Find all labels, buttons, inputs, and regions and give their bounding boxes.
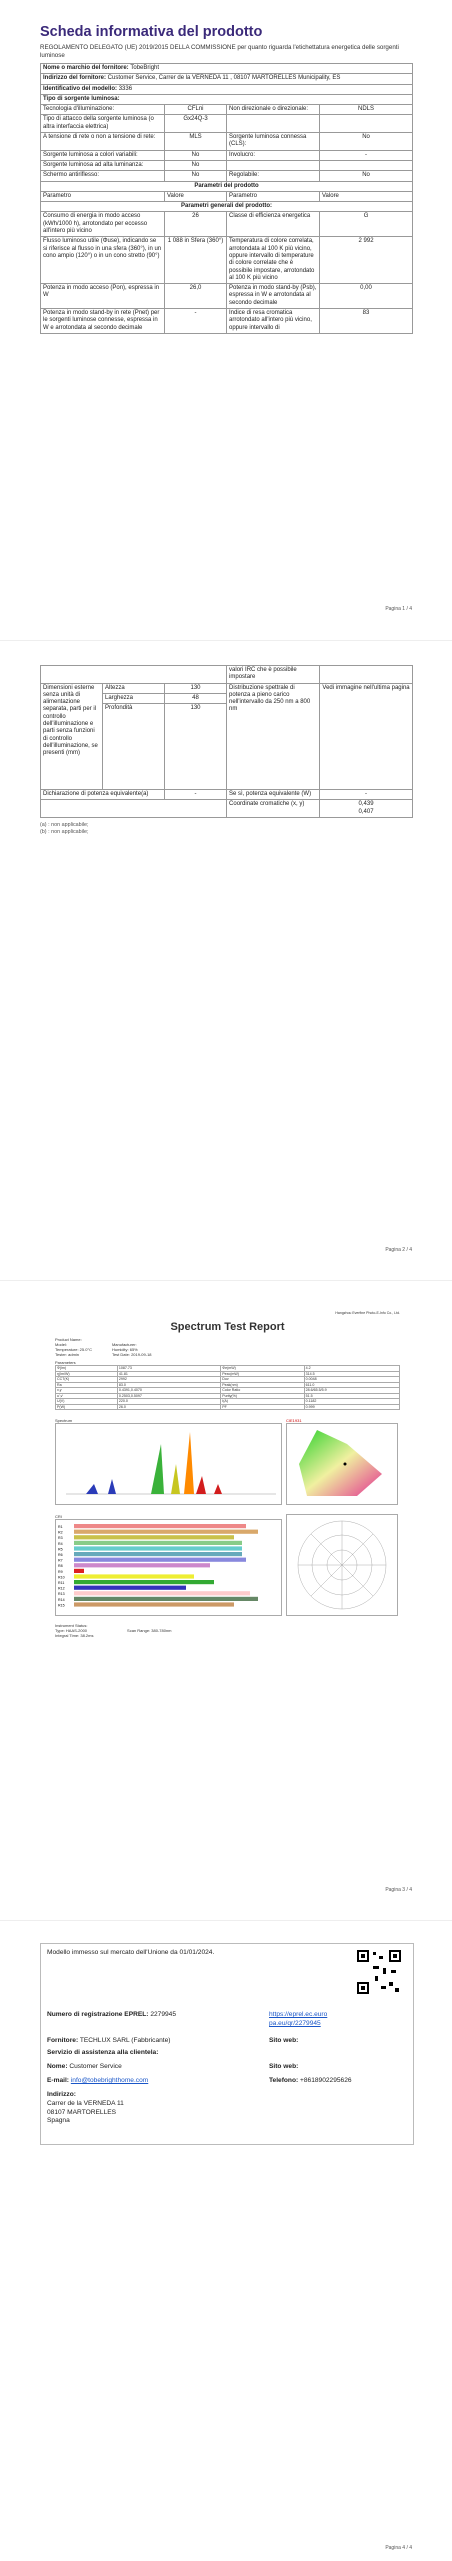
table-row: Schermo antiriflesso: No Regolabile: No [41, 171, 413, 181]
param-cell: 83.0 [117, 1382, 220, 1388]
cri-bar [74, 1552, 242, 1556]
phone-value: +8618902295626 [300, 2077, 352, 2084]
param-cell: 314.5 [304, 1371, 399, 1377]
param-cell: 2992 [117, 1377, 220, 1383]
cri-label: R10 [58, 1575, 65, 1580]
manufacturer-label: Manufacturer: [111, 1342, 137, 1347]
table-row: Consumo di energia in modo acceso (kWh/1000 h), arrotondato per eccesso all'intero più vicino 26 Classe di efficienza energetica G [41, 212, 413, 237]
param-cell: Color Ratio [221, 1388, 304, 1394]
param-cell: Peak(nm) [221, 1382, 304, 1388]
cri-label: R5 [58, 1547, 63, 1552]
table-row: Potenza in modo acceso (Pon), espressa in W 26,0 Potenza in modo stand-by (Psb), espressa in W e arrotondata al secondo decimale 0,00 [41, 284, 413, 309]
depth-label: Profondità [103, 704, 165, 790]
cri-label: R7 [58, 1558, 63, 1563]
market-date: Modello immesso sul mercato dell'Unione da 01/01/2024. [47, 1949, 215, 1956]
cri-bar [74, 1541, 242, 1545]
table-row: A tensione di rete o non a tensione di rete: MLS Sorgente luminosa connessa (CLS): No [41, 133, 413, 151]
param-cell: 26.0 [117, 1404, 220, 1410]
param-cell: 1087.73 [117, 1366, 220, 1372]
model-label: Identificativo del modello: [43, 85, 118, 92]
spectrum-report [55, 1311, 400, 1638]
depth-value: 130 [165, 704, 227, 790]
cri-title: CRI [55, 1514, 62, 1519]
cri-bar [74, 1524, 246, 1528]
cri-label: R12 [58, 1586, 65, 1591]
spectrum-yellow-peak [171, 1464, 180, 1494]
param-cell: Purity(%) [221, 1393, 304, 1399]
cri-bar [74, 1574, 194, 1578]
param-cell: 0.0048 [304, 1377, 399, 1383]
col-param-2: Parametro [227, 191, 320, 201]
dimensions-label: Dimensioni esterne senza unità di alimentazione separata, parti per il controllo dell'illuminazione e parti senza funzioni di controllo dell'illuminazione, se presenti (mm) [41, 683, 103, 790]
height-value: 130 [165, 683, 227, 693]
col-value-2: Valore [320, 191, 413, 201]
registration-box [40, 1943, 414, 2145]
equivalent-power-value: - [165, 790, 227, 800]
spectral-label: Distribuzione spettrale di potenza a pieno carico nell'intervallo da 250 nm a 800 nm [227, 683, 320, 790]
cri-label: R2 [58, 1530, 63, 1535]
cri-label: R9 [58, 1569, 63, 1574]
cri-label: R11 [58, 1581, 65, 1585]
table-row [41, 800, 413, 818]
cri-label: R1 [58, 1525, 63, 1529]
equivalent-w-label: Se sì, potenza equivalente (W) [227, 790, 320, 800]
param-cell: Duv [221, 1377, 304, 1383]
spectrum-title: Spectrum [55, 1418, 73, 1423]
cri-bar [74, 1558, 246, 1562]
general-header: Parametri generali del prodotto: [41, 202, 413, 212]
supplier-value: TobeBright [130, 65, 160, 71]
page-number: Pagina 1 / 4 [385, 606, 412, 612]
param-cell: CCT(K) [56, 1377, 118, 1383]
param-cell: Φe(mW) [221, 1366, 304, 1372]
name-value: Customer Service [69, 2063, 122, 2070]
phone-label: Telefono: [269, 2077, 299, 2084]
cie-diagram [286, 1423, 398, 1505]
eprel-link[interactable]: https://eprel.ec.europa.eu/qr/2279945 [269, 2011, 328, 2027]
width-label: Larghezza [103, 693, 165, 703]
width-value: 48 [165, 693, 227, 703]
param-row [56, 1404, 400, 1410]
cri-label: R4 [58, 1541, 63, 1546]
equivalent-power-label: Dichiarazione di potenza equivalente(a) [41, 790, 165, 800]
email-label: E-mail: [47, 2077, 69, 2084]
equivalent-w-value: - [320, 790, 413, 800]
spectral-value: Vedi immagine nell'ultima pagina [320, 683, 413, 790]
website-label-2: Sito web: [269, 2063, 299, 2070]
cri-bar [74, 1535, 234, 1539]
supplier-label: Nome o marchio del fornitore: [43, 65, 129, 71]
page-4 [0, 1920, 452, 2561]
company-name: Hangzhou Everfine Photo-E-Info Co., Ltd. [335, 1311, 400, 1315]
temperature: Temperature: 25.0°C [55, 1347, 92, 1352]
humidity: Humidity: 65% [111, 1347, 138, 1352]
qr-code-icon[interactable] [355, 1948, 403, 1996]
eprel-label: Numero di registrazione EPREL: [47, 2011, 149, 2018]
email-link[interactable]: info@tobebrighthome.com [70, 2077, 149, 2084]
table-row: Sorgente luminosa ad alta luminanza: No [41, 160, 413, 170]
cri-bar [74, 1563, 210, 1567]
address-line-3: Spagna [47, 2117, 70, 2124]
table-row: Tipo di attacco della sorgente luminosa (o altra interfaccia elettrica) Gx24Q-3 [41, 115, 413, 133]
cri-bar [74, 1530, 258, 1534]
param-cell: 51.5 [304, 1393, 399, 1399]
website-label: Sito web: [269, 2037, 299, 2044]
param-cell: Φ(lm) [56, 1366, 118, 1372]
product-params-continued-table [40, 665, 413, 818]
spectrum-chart [55, 1423, 282, 1505]
cri-bar [74, 1569, 84, 1573]
param-cell: 28.6/65.5/5.9 [304, 1388, 399, 1394]
height-label: Altezza [103, 683, 165, 693]
cri-chart [55, 1519, 282, 1616]
footnote-a: (a) : non applicabile; [40, 822, 89, 829]
param-cell: η(lm/W) [56, 1371, 118, 1377]
param-cell: 41.81 [117, 1371, 220, 1377]
address-line-1: Carrer de la VERNEDA 11 [47, 2100, 124, 2107]
param-cell: 611.0 [304, 1382, 399, 1388]
chroma-label: Coordinate cromatiche (x, y) [227, 800, 320, 818]
page-1 [0, 0, 452, 620]
cri-bar [74, 1586, 186, 1590]
table-row: Sorgente luminosa a colori variabili: No Involucro: - [41, 150, 413, 160]
page-number: Pagina 4 / 4 [385, 2545, 412, 2551]
cie-gamut [299, 1430, 382, 1496]
cri-bar [74, 1580, 214, 1584]
cri-label: R15 [58, 1603, 65, 1608]
service-label: Servizio di assistenza alla clientela: [47, 2049, 159, 2056]
product-info-table [40, 63, 413, 334]
table-row: Potenza in modo stand-by in rete (Pnet) per le sorgenti luminose connesse, espressa in W e arrotondata al secondo decimale - Indice di resa cromatica arrotondato all'intero più vicino, oppure intervallo di 83 [41, 309, 413, 334]
report-model-label: Model: [55, 1342, 68, 1347]
cri-bar [74, 1591, 250, 1595]
table-row: Flusso luminoso utile (Φuse), indicando se si riferisce al flusso in una sfera (360°), in un cono ampio (120°) o in un cono stretto (90°) 1 088 in Sfera (360°) Temperatura di colore correlata, arrotondata al 100 K più vicino, oppure intervallo di temperature di colore correlate che è possibile impostare, arrotondato al 100 K più vicino 2 992 [41, 237, 413, 284]
report-title: Spectrum Test Report [170, 1321, 285, 1333]
page-number: Pagina 2 / 4 [385, 1247, 412, 1253]
params-header: Parametri del prodotto [41, 181, 413, 191]
spectrum-red-peak [196, 1476, 222, 1494]
instrument-type: Type: HAAS-2000 [55, 1628, 88, 1633]
integral-time: Integral Time: 38.2ms [55, 1633, 94, 1638]
address-value: Customer Service, Carrer de la VERNEDA 11 , 08107 MARTORELLES Municipality, ES [107, 75, 341, 82]
eprel-value: 2279945 [150, 2011, 177, 2018]
param-cell: 220.0 [117, 1399, 220, 1405]
scan-range: Scan Range: 380-780nm [127, 1628, 172, 1633]
product-name-label: Product Name: [55, 1337, 82, 1342]
page-number: Pagina 3 / 4 [385, 1887, 412, 1893]
param-cell: PF [221, 1404, 304, 1410]
page-title: Scheda informativa del prodotto [40, 24, 263, 40]
address-label: Indirizzo del fornitore: [43, 75, 106, 82]
cri-label: R14 [58, 1597, 65, 1602]
param-cell: Pexc(mW) [221, 1371, 304, 1377]
table-row: Tecnologia d'illuminazione: CFLni Non direzionale o direzionale: NDLS [41, 105, 413, 115]
cri-label: R6 [58, 1553, 63, 1557]
model-value: 3336 [118, 85, 133, 92]
table-row [41, 683, 413, 693]
tester: Tester: admin [55, 1352, 80, 1357]
footnote-b: (b) : non applicabile; [40, 829, 89, 836]
page-2 [0, 640, 452, 1261]
cri-bar [74, 1602, 234, 1606]
param-cell: Ra [56, 1382, 118, 1388]
param-cell: 0.4391,0.4070 [117, 1388, 220, 1394]
param-cell: 0.1182 [304, 1399, 399, 1405]
cri-bar [74, 1597, 258, 1601]
address-label: Indirizzo: [47, 2091, 76, 2098]
param-cell: x,y [56, 1388, 118, 1394]
cie-title: CIE1931 [286, 1418, 302, 1423]
param-cell: 0.999 [304, 1404, 399, 1410]
polar-chart [286, 1514, 398, 1616]
address-line-2: 08107 MARTORELLES [47, 2108, 117, 2116]
cie-point [344, 1463, 347, 1466]
instrument-status: Instrument Status: [55, 1623, 88, 1628]
param-cell: 0.2503,0.5097 [117, 1393, 220, 1399]
regulation-text: REGOLAMENTO DELEGATO (UE) 2019/2015 DELLA COMMISSIONE per quanto riguarda l'etichettatura energetica delle sorgenti luminose [40, 44, 399, 59]
col-param: Parametro [41, 191, 165, 201]
spectrum-orange-peak [184, 1432, 194, 1494]
param-cell: u',v' [56, 1393, 118, 1399]
spectrum-green-peak [151, 1444, 164, 1494]
cri-continued: valori IRC che è possibile impostare [227, 666, 320, 684]
param-cell: 4.2 [304, 1366, 399, 1372]
cri-bar [74, 1546, 242, 1550]
chroma-y: 0,407 [358, 808, 374, 815]
param-cell: U(V) [56, 1399, 118, 1405]
cri-label: R8 [58, 1564, 63, 1569]
light-source-type-label: Tipo di sorgente luminosa: [41, 94, 413, 104]
supplier-value: TECHLUX SARL (Fabbricante) [79, 2037, 171, 2044]
test-date: Test Date: 2019-09-18 [111, 1352, 152, 1357]
supplier-label: Fornitore: [47, 2037, 79, 2044]
param-cell: I(A) [221, 1399, 304, 1405]
name-label: Nome: [47, 2063, 68, 2070]
table-row [41, 790, 413, 800]
cri-label: R13 [58, 1592, 65, 1597]
page-3 [0, 1280, 452, 1901]
col-value: Valore [165, 191, 227, 201]
cri-label: R3 [58, 1536, 63, 1541]
params-title: Parameters [55, 1360, 76, 1365]
param-cell: P(W) [56, 1404, 118, 1410]
chroma-x: 0,439 [358, 801, 374, 808]
spectrum-blue-peak [86, 1479, 116, 1494]
report-params-table [55, 1365, 400, 1410]
